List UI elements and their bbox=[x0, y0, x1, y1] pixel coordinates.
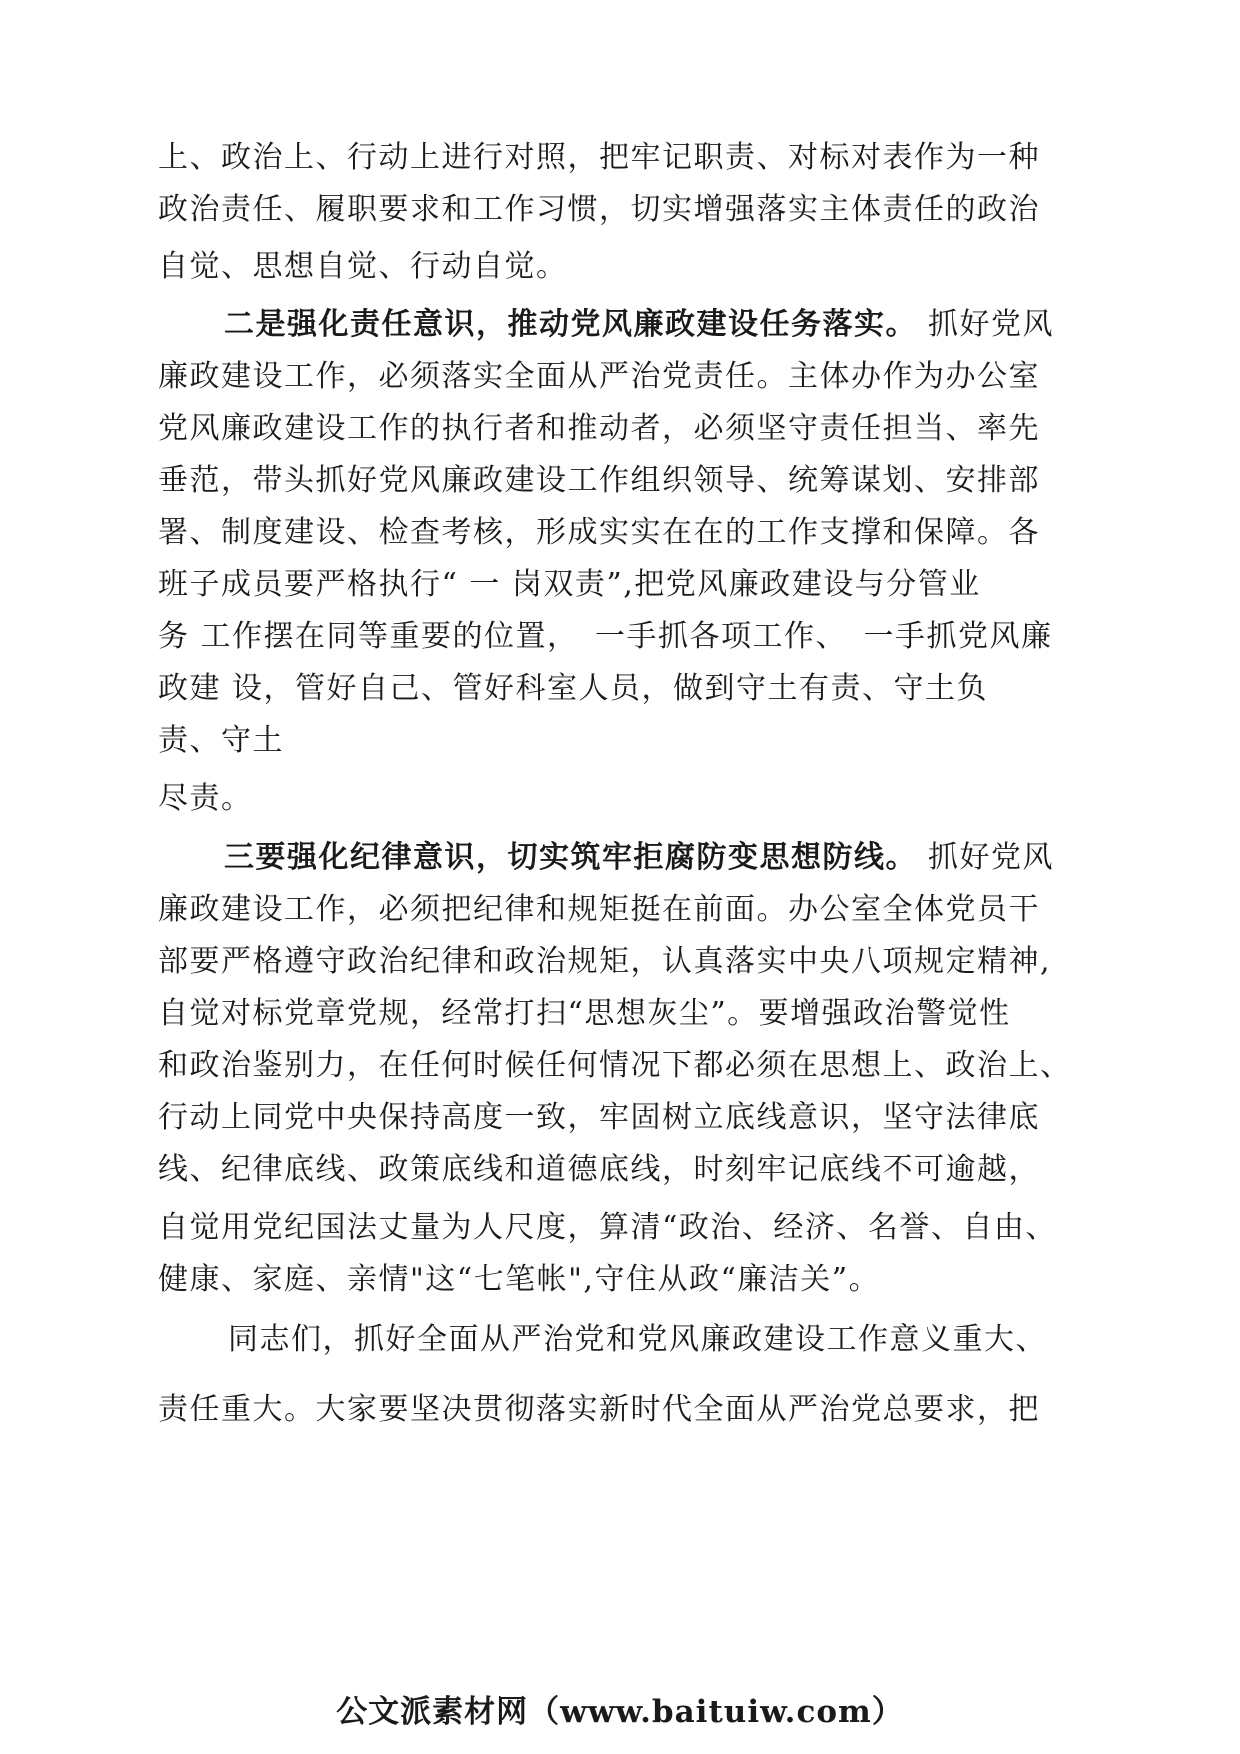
text-line: 垂范，带头抓好党风廉政建设工作组织领导、统筹谋划、安排部 bbox=[158, 463, 1040, 498]
text-line: 健康、家庭、亲情"这“七笔帐",守住从政“廉洁关”。 bbox=[158, 1262, 881, 1297]
text-line: 政建 设，管好自己、管好科室人员，做到守土有责、守土负 bbox=[158, 671, 989, 706]
text-line: 廉政建设工作，必须落实全面从严治党责任。主体办作为办公室 bbox=[158, 359, 1040, 394]
paragraph-third-first-line bbox=[224, 836, 1240, 880]
text-line: 部要严格遵守政治纪律和政治规矩，认真落实中央八项规定精神, bbox=[158, 944, 1052, 979]
footer-watermark: 公文派素材网（www.baituiw.com） bbox=[336, 1694, 904, 1730]
text-line: 自觉用党纪国法丈量为人尺度，算清“政治、经济、名誉、自由、 bbox=[158, 1210, 1057, 1245]
text-segment: 抓好党风 bbox=[928, 307, 1055, 342]
text-line: 责、守土 bbox=[158, 723, 284, 758]
text-line: 党风廉政建设工作的执行者和推动者，必须坚守责任担当、率先 bbox=[158, 411, 1040, 446]
section-heading-third: 三要强化纪律意识，切实筑牢拒腐防变思想防线。 bbox=[224, 840, 917, 875]
text-line: 廉政建设工作，必须把纪律和规矩挺在前面。办公室全体党员干 bbox=[158, 892, 1040, 927]
paragraph-second-first-line bbox=[224, 303, 1240, 347]
section-heading-second: 二是强化责任意识，推动党风廉政建设任务落实。 bbox=[224, 307, 917, 342]
text-line: 行动上同党中央保持高度一致，牢固树立底线意识，坚守法律底 bbox=[158, 1100, 1040, 1135]
text-line: 署、制度建设、检查考核，形成实实在在的工作支撑和保障。各 bbox=[158, 515, 1040, 550]
text-line: 尽责。 bbox=[158, 781, 253, 816]
text-line: 务 工作摆在同等重要的位置， 一手抓各项工作、 一手抓党风廉 bbox=[158, 619, 1053, 654]
text-line: 自觉对标党章党规，经常打扫“思想灰尘”。要增强政治警觉性 bbox=[158, 996, 1011, 1031]
text-line: 同志们，抓好全面从严治党和党风廉政建设工作意义重大、 bbox=[228, 1322, 1047, 1357]
text-line: 政治责任、履职要求和工作习惯，切实增强落实主体责任的政治 bbox=[158, 192, 1040, 227]
text-line: 和政治鉴别力，在任何时候任何情况下都必须在思想上、政治上、 bbox=[158, 1048, 1072, 1083]
text-line: 线、纪律底线、政策底线和道德底线，时刻牢记底线不可逾越， bbox=[158, 1152, 1040, 1187]
text-line: 班子成员要严格执行“ 一 岗双责”,把党风廉政建设与分管业 bbox=[158, 567, 981, 602]
text-segment: 抓好党风 bbox=[928, 840, 1055, 875]
text-line: 上、政治上、行动上进行对照，把牢记职责、对标对表作为一种 bbox=[158, 140, 1040, 175]
text-line: 自觉、思想自觉、行动自觉。 bbox=[158, 249, 568, 284]
text-line: 责任重大。大家要坚决贯彻落实新时代全面从严治党总要求，把 bbox=[158, 1392, 1040, 1427]
